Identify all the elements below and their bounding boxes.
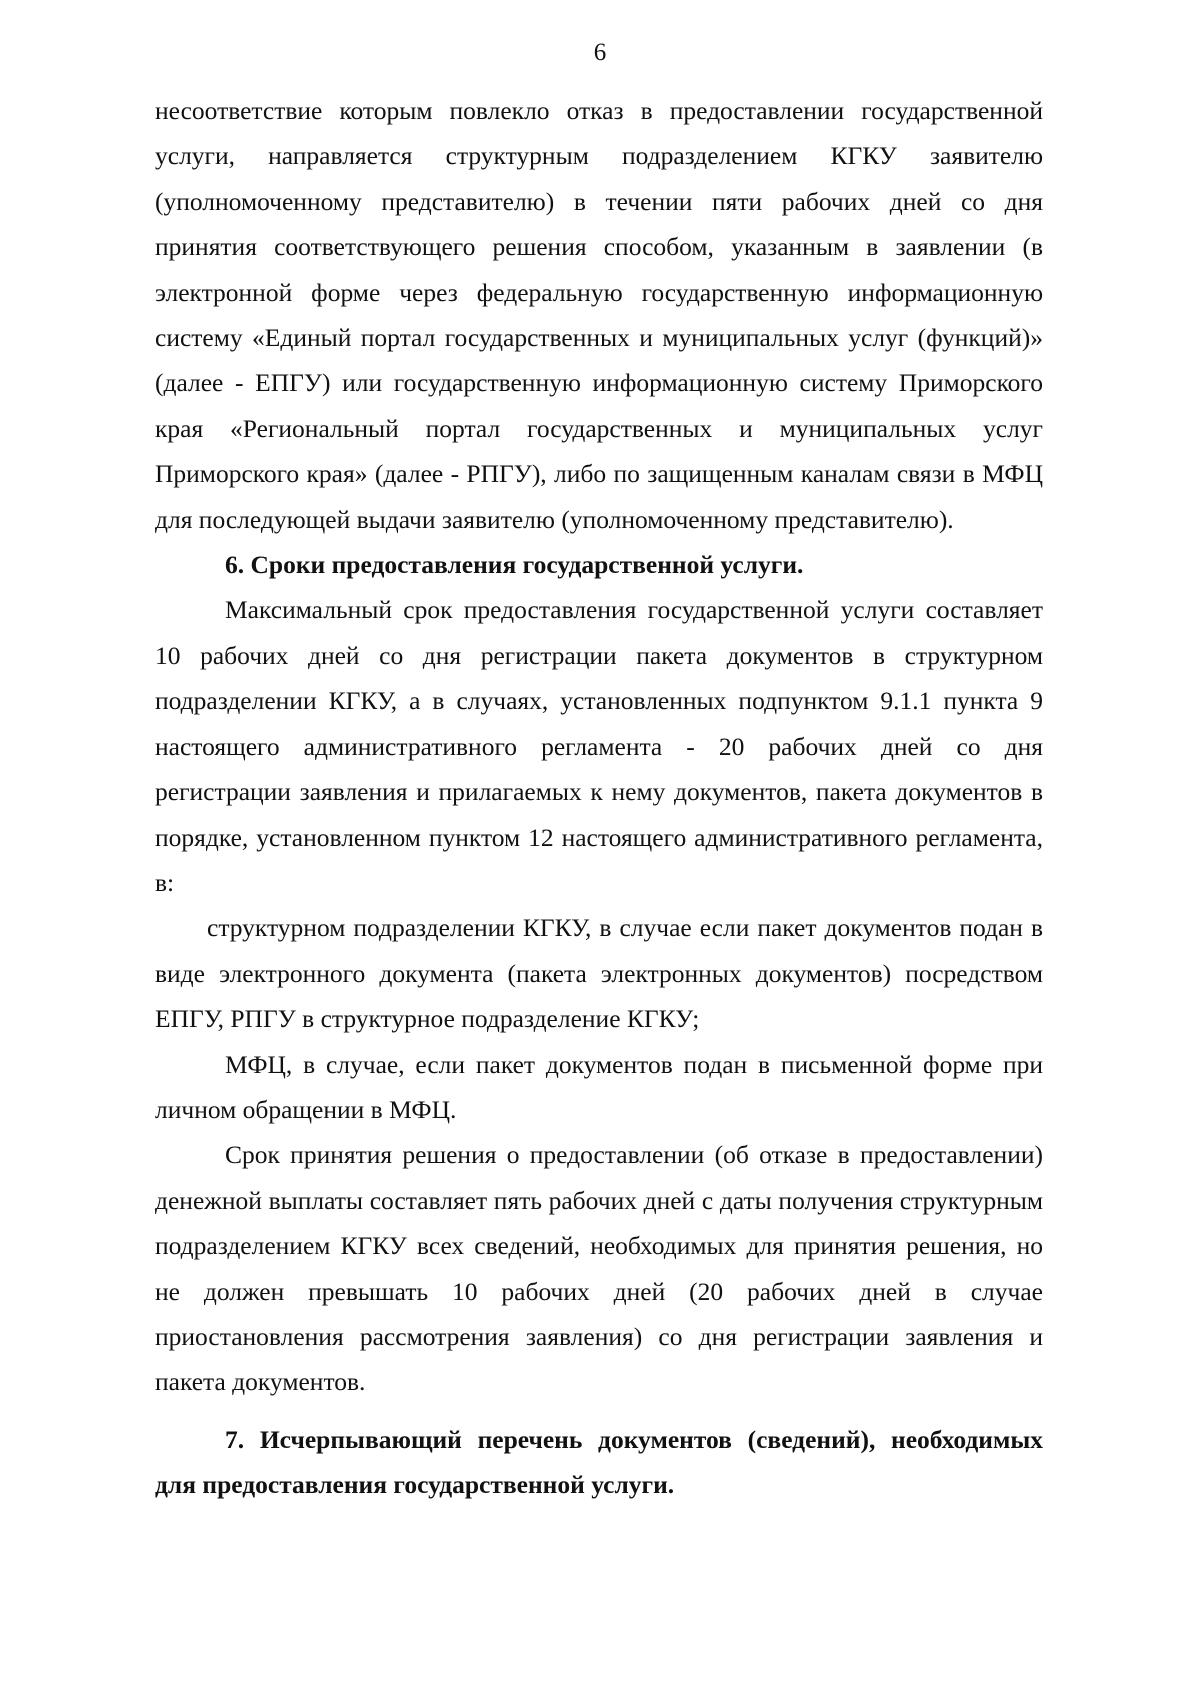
section-heading-6: 6. Сроки предоставления государственной услуги. xyxy=(225,550,804,580)
section-heading-7: 7. Исчерпывающий перечень документов (сведений), необходимых для предоставления государственной услуги. xyxy=(155,1424,1043,1500)
paragraph-mfc: МФЦ, в случае, если пакет документов подан в письменной форме при личном обращении в МФЦ. xyxy=(155,1049,1043,1124)
paragraph-max-term: Максимальный срок предоставления государственной услуги составляет 10 рабочих дней со дня регистрации пакета документов в структурном подразделении КГКУ, а в случаях, установленных подпунктом 9.1.1 пункта 9 настоящего административного регламента - 20 рабочих дней со дня регистрации заявления и прилагаемых к нему документов, пакета документов в порядке, установленном пунктом 12 настоящего административного регламента, в: xyxy=(155,595,1043,897)
paragraph-structural-unit: структурном подразделении КГКУ, в случае если пакет документов подан в виде электронного документа (пакета электронных документов) посредством ЕПГУ, РПГУ в структурное подразделение КГКУ; xyxy=(155,913,1043,1034)
paragraph-refusal-notice: несоответствие которым повлекло отказ в предоставлении государственной услуги, направляется структурным подразделением КГКУ заявителю (уполномоченному представителю) в течении пяти рабочих дней со дня принятия соответствующего решения способом, указанным в заявлении (в электронной форме через федеральную государственную информационную систему «Единый портал государственных и муниципальных услуг (функций)» (далее - ЕПГУ) или государственную информационную систему Приморского края «Региональный портал государственных и муниципальных услуг Приморского края» (далее - РПГУ), либо по защищенным каналам связи в МФЦ для последующей выдачи заявителю (уполномоченному представителю). xyxy=(155,96,1043,534)
document-body xyxy=(155,88,1043,1508)
paragraph-decision-term: Срок принятия решения о предоставлении (об отказе в предоставлении) денежной выплаты составляет пять рабочих дней с даты получения структурным подразделением КГКУ всех сведений, необходимых для принятия решения, но не должен превышать 10 рабочих дней (20 рабочих дней в случае приостановления рассмотрения заявления) со дня регистрации заявления и пакета документов. xyxy=(155,1140,1043,1397)
page-number: 6 xyxy=(593,39,607,66)
